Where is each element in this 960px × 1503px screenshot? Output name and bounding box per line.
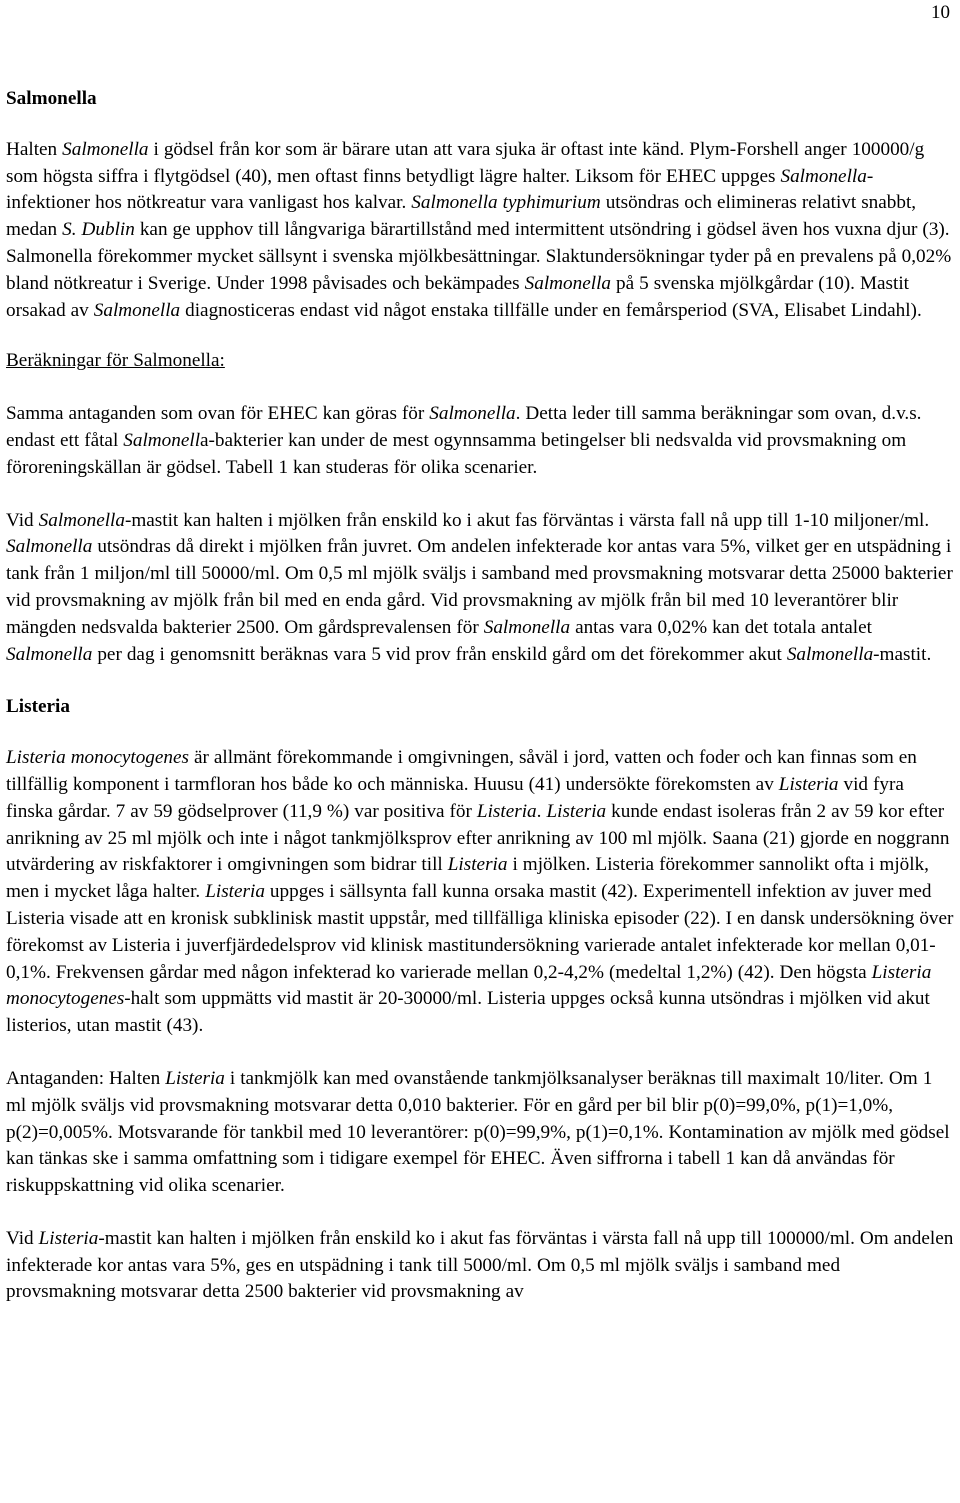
italic-term: Listeria: [778, 773, 839, 795]
listeria-paragraph-3: [6, 1226, 954, 1306]
text-run: Vid: [6, 1227, 39, 1249]
italic-term: Salmonella: [786, 643, 874, 665]
text-run: är allmänt förekommande i omgivningen, såväl i jord, vatten och foder och kan finnas som en tillfällig komponent i tarmfloran hos både ko och människa. Huusu (41) undersökte förekomsten av: [6, 747, 917, 795]
text-run: i mjölken. Listeria förekommer sannolikt ofta i mjölk, men i mycket låga halter.: [6, 854, 929, 903]
text-run: Antaganden: Halten: [6, 1067, 166, 1089]
salmonella-paragraph-1: [6, 137, 954, 325]
text-run: a-bakterier kan under de mest ogynnsamma betingelser bli nedsvalda vid provsmakning om föroreningskällan är gödsel. Tabell 1 kan studeras för olika scenarier.: [6, 429, 907, 478]
italic-term: Salmonella: [6, 536, 93, 558]
text-run: -infektioner hos nötkreatur vara vanligast hos kalvar.: [6, 165, 874, 214]
text-run: på 5 svenska mjölkgårdar (10). Mastit orsakad av: [6, 272, 910, 321]
text-run: i gödsel från kor som är bärare utan att vara sjuka är oftast inte känd. Plym-Forshell anger 100000/g som högsta siffra i flytgödsel (40), men oftast finns betydligt lägre halter. Liksom för EHEC uppges: [6, 138, 925, 187]
italic-term: Salmonell: [123, 429, 201, 451]
italic-term: Salmonella: [93, 299, 181, 321]
italic-term: Salmonella: [483, 616, 571, 638]
section-heading-listeria: Listeria: [6, 696, 70, 718]
text-run: i tankmjölk kan med ovanstående tankmjölksanalyser beräknas till maximalt 10/liter. Om 1 ml mjölk sväljs vid provsmakning motsvarar detta 0,010 bakterier. För en gård per bil blir p(0)=99,0%, p(1)=1,0%, p(2)=0,005%. Motsvarande för tankbil med 10 leverantörer: p(0)=99,9%, p(1)=0,1%. Kontamination av mjölk med gödsel kan tänkas ske i samma omfattning som i tidigare exempel för EHEC. Även siffrorna i tabell 1 kan då användas för riskuppskattning vid olika scenarier.: [6, 1067, 950, 1197]
italic-term: Salmonella: [62, 138, 149, 160]
italic-term: Listeria: [165, 1067, 225, 1089]
italic-term: Listeria: [546, 800, 607, 822]
document-body: [6, 86, 954, 1306]
italic-term: Listeria monocytogenes: [6, 747, 189, 769]
text-run: per dag i genomsnitt beräknas vara 5 vid prov från enskild gård om det förekommer akut: [92, 643, 787, 665]
italic-term: Listeria: [476, 800, 537, 822]
italic-term: Salmonella: [38, 509, 125, 531]
text-run: antas vara 0,02% kan det totala antalet: [570, 616, 872, 638]
salmonella-paragraph-2: [6, 401, 954, 481]
italic-term: Listeria: [205, 881, 265, 903]
italic-term: Salmonella: [524, 272, 611, 294]
section-heading-salmonella: Salmonella: [6, 88, 97, 109]
text-run: kunde endast isoleras från 2 av 59 kor efter anrikning av 25 ml mjölk och inte i något tankmjölksprov efter anrikning av 100 ml mjölk. Saana (21) gjorde en noggrann utvärdering av riskfaktorer i omgivningen som bidrar till: [6, 800, 950, 876]
text-run: diagnosticeras endast vid något enstaka tillfälle under en femårsperiod (SVA, Elisabet Lindahl).: [180, 299, 922, 321]
text-run: .: [536, 800, 547, 822]
italic-term: Salmonella typhimurium: [411, 192, 601, 214]
italic-term: Salmonella: [780, 165, 867, 187]
italic-term: Listeria: [447, 854, 508, 876]
text-run: uppges i sällsynta fall kunna orsaka mastit (42). Experimentell infektion av juver med Listeria visade att en kronisk subklinisk mastit uppstår, med tillfälliga kliniska episoder (22). I en dansk undersökning över förekomst av Listeria i juverfjärdedelsprov vid klinisk mastitundersökning varierade antalet infekterade kor mellan 0,01-0,1%. Frekvensen gårdar med någon infekterad ko varierade mellan 0,2-4,2% (medeltal 1,2%) (42). Den högsta: [6, 881, 954, 983]
listeria-paragraph-2: [6, 1066, 954, 1200]
text-run: Samma antaganden som ovan för EHEC kan göras för: [6, 403, 430, 425]
text-run: -mastit kan halten i mjölken från enskild ko i akut fas förväntas i värsta fall nå upp till 100000/ml. Om andelen infekterade kor antas vara 5%, ges en utspädning i tank till 5000/ml. Om 0,5 ml mjölk sväljs i samband med provsmakning motsvarar detta 2500 bakterier vid provsmakning av: [6, 1227, 954, 1303]
text-run: utsöndras och elimineras relativt snabbt, medan: [6, 192, 917, 241]
listeria-paragraph-1: [6, 745, 954, 1040]
text-run: -halt som uppmätts vid mastit är 20-30000/ml. Listeria uppges också kunna utsöndras i mjölken vid akut listerios, utan mastit (43).: [6, 988, 930, 1037]
text-run: kan ge upphov till långvariga bärartillstånd med intermittent utsöndring i gödsel även hos vuxna djur (3). Salmonella förekommer mycket sällsynt i svenska mjölkbesättningar. Slaktundersökningar tyder på en prevalens på 0,02% bland nötkreatur i Sverige. Under 1998 påvisades och bekämpades: [6, 219, 952, 294]
italic-term: S. Dublin: [62, 219, 135, 241]
text-run: utsöndras då direkt i mjölken från juvret. Om andelen infekterade kor antas vara 5%, vilket ger en utspädning i tank från 1 miljon/ml till 50000/ml. Om 0,5 ml mjölk sväljs i samband med provsmakning motsvarar detta 25000 bakterier vid provsmakning av mjölk från bil med en enda gård. Vid provsmakning av mjölk från bil med 10 leverantörer blir mängden nedsvalda bakterier 2500. Om gårdsprevalensen för: [6, 536, 953, 638]
text-run: Halten: [6, 138, 63, 160]
italic-term: Salmonella: [429, 403, 516, 425]
text-run: . Detta leder till samma beräkningar som ovan, d.v.s. endast ett fåtal: [6, 403, 922, 451]
italic-term: Listeria: [38, 1227, 99, 1249]
text-run: vid fyra finska gårdar. 7 av 59 gödselprover (11,9 %) var positiva för: [6, 773, 904, 822]
salmonella-paragraph-3: [6, 508, 954, 669]
italic-term: Salmonella: [6, 643, 93, 665]
text-run: Vid: [6, 509, 39, 531]
italic-term: Listeria monocytogenes: [6, 961, 932, 1010]
page-number: 10: [931, 2, 950, 23]
text-run: -mastit.: [873, 643, 932, 665]
salmonella-calc-heading: Beräkningar för Salmonella:: [6, 350, 225, 372]
text-run: -mastit kan halten i mjölken från enskild ko i akut fas förväntas i värsta fall nå upp till 1-10 miljoner/ml.: [124, 509, 930, 531]
